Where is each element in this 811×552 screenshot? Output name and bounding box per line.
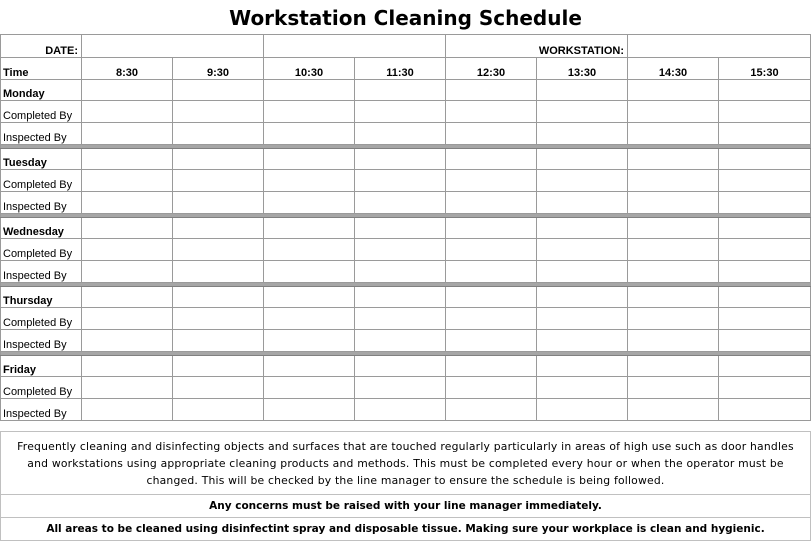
cell[interactable] (719, 123, 811, 145)
cell[interactable] (537, 287, 628, 308)
cell[interactable] (82, 356, 173, 377)
page-title: Workstation Cleaning Schedule (229, 6, 582, 30)
day-label: Friday (1, 356, 82, 377)
completed-by-label: Completed By (1, 377, 82, 399)
cell[interactable] (355, 287, 446, 308)
cell[interactable] (719, 261, 811, 283)
cell[interactable] (537, 261, 628, 283)
cell[interactable] (628, 149, 719, 170)
cell[interactable] (264, 287, 355, 308)
workstation-label: WORKSTATION: (446, 35, 628, 58)
cell[interactable] (355, 149, 446, 170)
cell[interactable] (628, 80, 719, 101)
cell[interactable] (719, 101, 811, 123)
completed-by-label: Completed By (1, 101, 82, 123)
time-slot: 15:30 (719, 58, 811, 80)
cell[interactable] (537, 218, 628, 239)
date-row (1, 35, 811, 58)
cell[interactable] (446, 170, 537, 192)
schedule-grid (0, 34, 811, 421)
cell[interactable] (264, 261, 355, 283)
cell[interactable] (173, 399, 264, 421)
cell[interactable] (719, 239, 811, 261)
inspected-by-label: Inspected By (1, 399, 82, 421)
cell[interactable] (173, 308, 264, 330)
cell[interactable] (537, 123, 628, 145)
cell[interactable] (719, 170, 811, 192)
cell[interactable] (264, 330, 355, 352)
cell[interactable] (82, 261, 173, 283)
cell[interactable] (446, 356, 537, 377)
cell[interactable] (82, 218, 173, 239)
cell[interactable] (82, 170, 173, 192)
cell[interactable] (82, 287, 173, 308)
cell[interactable] (719, 399, 811, 421)
cell[interactable] (537, 170, 628, 192)
completed-row (1, 377, 811, 399)
cell[interactable] (628, 123, 719, 145)
day-label: Wednesday (1, 218, 82, 239)
cell[interactable] (355, 356, 446, 377)
cell[interactable] (82, 149, 173, 170)
cell[interactable] (628, 330, 719, 352)
cell[interactable] (355, 261, 446, 283)
cell[interactable] (537, 192, 628, 214)
cell[interactable] (173, 192, 264, 214)
inspected-by-label: Inspected By (1, 192, 82, 214)
cell[interactable] (264, 377, 355, 399)
cell[interactable] (537, 149, 628, 170)
cell[interactable] (719, 287, 811, 308)
cell[interactable] (446, 218, 537, 239)
cell[interactable] (82, 308, 173, 330)
notes-section (0, 431, 811, 541)
cell[interactable] (446, 261, 537, 283)
cell[interactable] (628, 377, 719, 399)
cell[interactable] (719, 356, 811, 377)
day-label: Monday (1, 80, 82, 101)
cell[interactable] (628, 261, 719, 283)
cell[interactable] (173, 80, 264, 101)
cell[interactable] (628, 170, 719, 192)
cell[interactable] (719, 308, 811, 330)
cell[interactable] (264, 239, 355, 261)
cell[interactable] (446, 377, 537, 399)
cell[interactable] (446, 192, 537, 214)
cell[interactable] (628, 192, 719, 214)
cell[interactable] (628, 239, 719, 261)
cell[interactable] (82, 192, 173, 214)
inspected-by-label: Inspected By (1, 123, 82, 145)
completed-by-label: Completed By (1, 239, 82, 261)
cell[interactable] (628, 218, 719, 239)
cell[interactable] (628, 287, 719, 308)
cell[interactable] (173, 149, 264, 170)
cell[interactable] (446, 239, 537, 261)
cell[interactable] (82, 80, 173, 101)
cell[interactable] (537, 399, 628, 421)
cell[interactable] (537, 308, 628, 330)
day-label: Tuesday (1, 149, 82, 170)
time-slot: 11:30 (355, 58, 446, 80)
cell[interactable] (537, 356, 628, 377)
cell[interactable] (355, 239, 446, 261)
day-row-wednesday (1, 218, 811, 239)
cell[interactable] (355, 192, 446, 214)
time-slot: 9:30 (173, 58, 264, 80)
time-label: Time (1, 58, 82, 80)
cell[interactable] (446, 308, 537, 330)
day-row-friday (1, 356, 811, 377)
inspected-row (1, 399, 811, 421)
workstation-field[interactable] (628, 35, 811, 58)
cell[interactable] (264, 101, 355, 123)
completed-row (1, 101, 811, 123)
cell[interactable] (82, 330, 173, 352)
cell[interactable] (355, 80, 446, 101)
cell[interactable] (446, 123, 537, 145)
inspected-row (1, 261, 811, 283)
cell[interactable] (628, 101, 719, 123)
inspected-row (1, 330, 811, 352)
cell[interactable] (173, 170, 264, 192)
cell[interactable] (446, 330, 537, 352)
completed-by-label: Completed By (1, 170, 82, 192)
completed-row (1, 239, 811, 261)
cell[interactable] (446, 399, 537, 421)
inspected-row (1, 123, 811, 145)
areas-note: All areas to be cleaned using disinfectint spray and disposable tissue. Making sure your workplace is clean and hygienic. (1, 518, 811, 541)
cell[interactable] (537, 101, 628, 123)
day-row-tuesday (1, 149, 811, 170)
cell[interactable] (628, 356, 719, 377)
cell[interactable] (355, 308, 446, 330)
cell[interactable] (719, 330, 811, 352)
day-row-monday (1, 80, 811, 101)
inspected-by-label: Inspected By (1, 330, 82, 352)
cell[interactable] (173, 261, 264, 283)
cell[interactable] (82, 101, 173, 123)
cell[interactable] (173, 377, 264, 399)
cell[interactable] (537, 330, 628, 352)
day-row-thursday (1, 287, 811, 308)
cell[interactable] (82, 377, 173, 399)
cell[interactable] (82, 123, 173, 145)
cell[interactable] (628, 308, 719, 330)
time-slot: 8:30 (82, 58, 173, 80)
cell[interactable] (264, 170, 355, 192)
time-slot: 12:30 (446, 58, 537, 80)
cell[interactable] (537, 80, 628, 101)
cell[interactable] (264, 192, 355, 214)
completed-row (1, 308, 811, 330)
time-slot: 13:30 (537, 58, 628, 80)
cell[interactable] (446, 80, 537, 101)
inspected-by-label: Inspected By (1, 261, 82, 283)
cell[interactable] (719, 377, 811, 399)
cell[interactable] (719, 149, 811, 170)
cell[interactable] (173, 101, 264, 123)
cell[interactable] (264, 80, 355, 101)
cell[interactable] (173, 218, 264, 239)
cell[interactable] (446, 149, 537, 170)
time-header-row (1, 58, 811, 80)
cell[interactable] (173, 330, 264, 352)
cleaning-instructions: Frequently cleaning and disinfecting objects and surfaces that are touched regularly particularly in areas of high use such as door handles and workstations using appropriate cleaning products and methods. This must be completed every hour or when the operator must be changed. This will be checked by the line manager to ensure the schedule is being followed. (1, 432, 811, 495)
cell[interactable] (537, 377, 628, 399)
cell[interactable] (537, 239, 628, 261)
cell[interactable] (173, 123, 264, 145)
cell[interactable] (446, 287, 537, 308)
concerns-note: Any concerns must be raised with your line manager immediately. (1, 495, 811, 518)
completed-by-label: Completed By (1, 308, 82, 330)
cell[interactable] (355, 218, 446, 239)
cell[interactable] (173, 239, 264, 261)
cell[interactable] (173, 356, 264, 377)
date-field-extra[interactable] (264, 35, 446, 58)
cell[interactable] (355, 101, 446, 123)
cell[interactable] (264, 218, 355, 239)
completed-row (1, 170, 811, 192)
cell[interactable] (355, 330, 446, 352)
cell[interactable] (446, 101, 537, 123)
cell[interactable] (355, 377, 446, 399)
cell[interactable] (82, 399, 173, 421)
cell[interactable] (173, 287, 264, 308)
cell[interactable] (355, 170, 446, 192)
cell[interactable] (264, 356, 355, 377)
date-label: DATE: (1, 35, 82, 58)
cell[interactable] (719, 192, 811, 214)
time-slot: 10:30 (264, 58, 355, 80)
cell[interactable] (82, 239, 173, 261)
inspected-row (1, 192, 811, 214)
cell[interactable] (355, 399, 446, 421)
cell[interactable] (719, 80, 811, 101)
cell[interactable] (355, 123, 446, 145)
cell[interactable] (264, 149, 355, 170)
cell[interactable] (719, 218, 811, 239)
date-field[interactable] (82, 35, 264, 58)
day-label: Thursday (1, 287, 82, 308)
cell[interactable] (628, 399, 719, 421)
time-slot: 14:30 (628, 58, 719, 80)
cell[interactable] (264, 123, 355, 145)
cell[interactable] (264, 308, 355, 330)
cell[interactable] (264, 399, 355, 421)
